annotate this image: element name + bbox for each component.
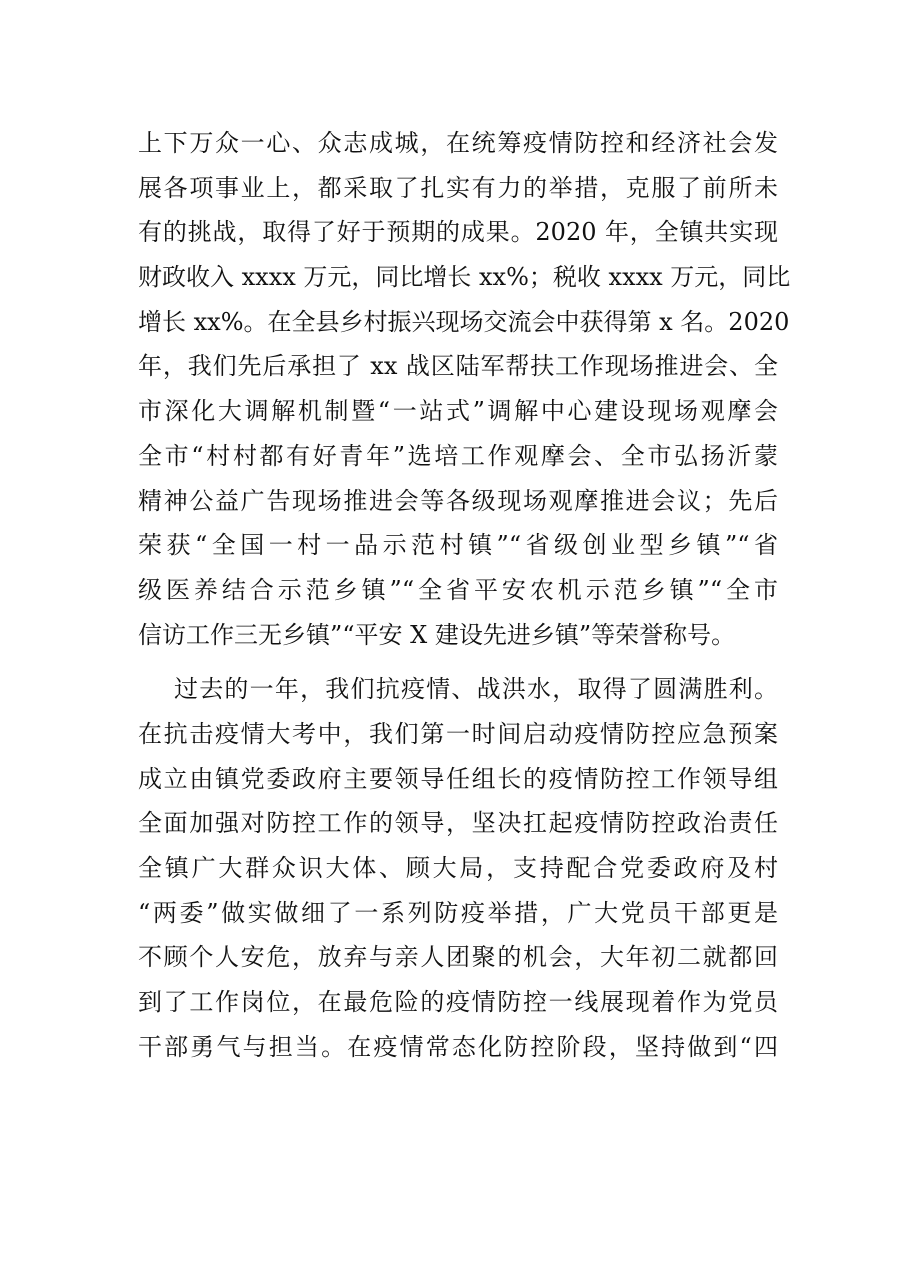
text-line: 市深化大调解机制暨“一站式”调解中心建设现场观摩会	[138, 397, 778, 426]
text-line: 年，我们先后承担了 xx 战区陆军帮扶工作现场推进会、全	[138, 352, 778, 381]
text-line: 在抗击疫情大考中，我们第一时间启动疫情防控应急预案	[138, 719, 778, 748]
text-line: 荣获“全国一村一品示范村镇”“省级创业型乡镇”“省	[138, 531, 778, 560]
text-line: 增长 xx%。在全县乡村振兴现场交流会中获得第 x 名。2020	[138, 307, 790, 336]
text-line: 全市“村村都有好青年”选培工作观摩会、全市弘扬沂蒙	[138, 441, 778, 470]
text-line: 精神公益广告现场推进会等各级现场观摩推进会议；先后	[138, 486, 778, 515]
text-line: 到了工作岗位，在最危险的疫情防控一线展现着作为党员	[138, 988, 778, 1017]
text-line: 成立由镇党委政府主要领导任组长的疫情防控工作领导组	[138, 764, 778, 793]
paragraph-2	[138, 667, 778, 1069]
text-line: 上下万众一心、众志成城，在统筹疫情防控和经济社会发	[138, 129, 778, 157]
text-line: 信访工作三无乡镇”“平安 X 建设先进乡镇”等荣誉称号。	[138, 620, 736, 649]
paragraph-gap	[138, 657, 778, 667]
text-line: 过去的一年，我们抗疫情、战洪水，取得了圆满胜利。	[174, 675, 778, 704]
text-line: 展各项事业上，都采取了扎实有力的举措，克服了前所未	[138, 173, 778, 202]
text-line: 全面加强对防控工作的领导，坚决扛起疫情防控政治责任	[138, 809, 778, 838]
text-line: 不顾个人安危，放弃与亲人团聚的机会，大年初二就都回	[138, 943, 778, 972]
text-line: 有的挑战，取得了好于预期的成果。2020 年，全镇共实现	[138, 218, 778, 247]
text-line: 级医养结合示范乡镇”“全省平安农机示范乡镇”“全市	[138, 575, 778, 604]
text-line: 全镇广大群众识大体、顾大局，支持配合党委政府及村	[138, 854, 778, 882]
text-line: 财政收入 xxxx 万元，同比增长 xx%；税收 xxxx 万元，同比	[138, 263, 791, 292]
text-line: “两委”做实做细了一系列防疫举措，广大党员干部更是	[138, 898, 778, 927]
text-line: 干部勇气与担当。在疫情常态化防控阶段，坚持做到“四	[138, 1032, 778, 1061]
body-text	[138, 121, 791, 1069]
paragraph-1	[138, 121, 791, 657]
